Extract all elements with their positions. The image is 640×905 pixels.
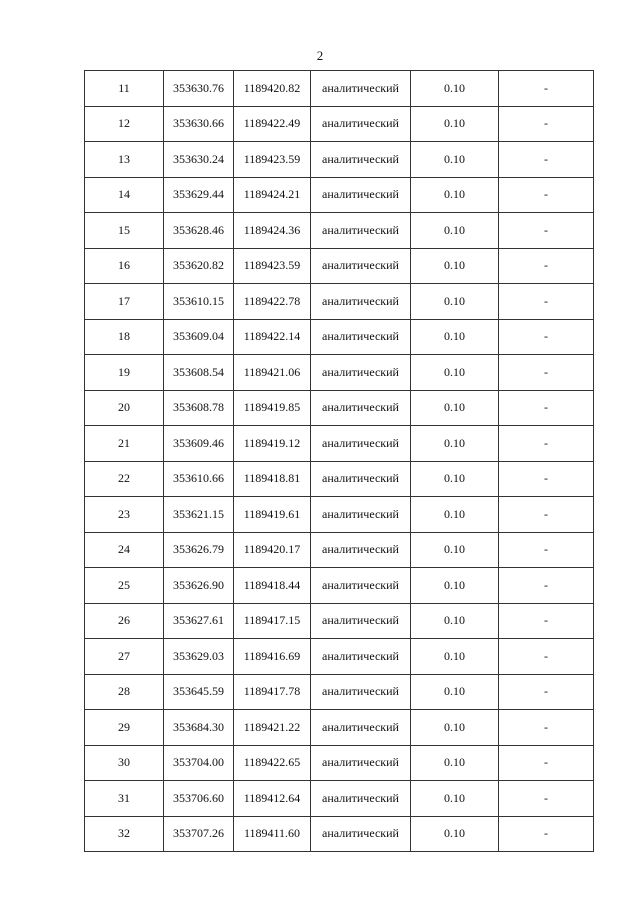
point-number-cell: 25 xyxy=(85,568,164,604)
point-number-cell: 30 xyxy=(85,745,164,781)
x-coordinate-cell: 353609.46 xyxy=(164,426,234,462)
y-coordinate-cell: 1189419.85 xyxy=(234,390,311,426)
table-row xyxy=(85,71,594,107)
point-number-cell: 20 xyxy=(85,390,164,426)
accuracy-cell: 0.10 xyxy=(411,532,499,568)
note-cell: - xyxy=(499,106,594,142)
table-row xyxy=(85,177,594,213)
x-coordinate-cell: 353704.00 xyxy=(164,745,234,781)
y-coordinate-cell: 1189422.65 xyxy=(234,745,311,781)
x-coordinate-cell: 353610.15 xyxy=(164,284,234,320)
y-coordinate-cell: 1189422.14 xyxy=(234,319,311,355)
x-coordinate-cell: 353707.26 xyxy=(164,816,234,852)
note-cell: - xyxy=(499,319,594,355)
note-cell: - xyxy=(499,816,594,852)
accuracy-cell: 0.10 xyxy=(411,284,499,320)
point-number-cell: 29 xyxy=(85,710,164,746)
table-row xyxy=(85,816,594,852)
point-number-cell: 32 xyxy=(85,816,164,852)
y-coordinate-cell: 1189418.81 xyxy=(234,461,311,497)
table-row xyxy=(85,248,594,284)
method-cell: аналитический xyxy=(311,319,411,355)
accuracy-cell: 0.10 xyxy=(411,568,499,604)
y-coordinate-cell: 1189424.36 xyxy=(234,213,311,249)
y-coordinate-cell: 1189412.64 xyxy=(234,781,311,817)
point-number-cell: 17 xyxy=(85,284,164,320)
y-coordinate-cell: 1189423.59 xyxy=(234,142,311,178)
y-coordinate-cell: 1189418.44 xyxy=(234,568,311,604)
table-row xyxy=(85,568,594,604)
point-number-cell: 19 xyxy=(85,355,164,391)
x-coordinate-cell: 353626.79 xyxy=(164,532,234,568)
method-cell: аналитический xyxy=(311,497,411,533)
accuracy-cell: 0.10 xyxy=(411,639,499,675)
x-coordinate-cell: 353706.60 xyxy=(164,781,234,817)
table-row xyxy=(85,319,594,355)
table-row xyxy=(85,639,594,675)
point-number-cell: 26 xyxy=(85,603,164,639)
note-cell: - xyxy=(499,461,594,497)
note-cell: - xyxy=(499,674,594,710)
point-number-cell: 21 xyxy=(85,426,164,462)
method-cell: аналитический xyxy=(311,639,411,675)
note-cell: - xyxy=(499,603,594,639)
y-coordinate-cell: 1189420.17 xyxy=(234,532,311,568)
x-coordinate-cell: 353609.04 xyxy=(164,319,234,355)
x-coordinate-cell: 353629.03 xyxy=(164,639,234,675)
point-number-cell: 14 xyxy=(85,177,164,213)
accuracy-cell: 0.10 xyxy=(411,177,499,213)
point-number-cell: 16 xyxy=(85,248,164,284)
coordinates-table-body xyxy=(85,71,594,852)
method-cell: аналитический xyxy=(311,213,411,249)
point-number-cell: 18 xyxy=(85,319,164,355)
x-coordinate-cell: 353610.66 xyxy=(164,461,234,497)
y-coordinate-cell: 1189420.82 xyxy=(234,71,311,107)
table-row xyxy=(85,603,594,639)
y-coordinate-cell: 1189419.61 xyxy=(234,497,311,533)
y-coordinate-cell: 1189411.60 xyxy=(234,816,311,852)
table-row xyxy=(85,532,594,568)
x-coordinate-cell: 353630.66 xyxy=(164,106,234,142)
accuracy-cell: 0.10 xyxy=(411,390,499,426)
note-cell: - xyxy=(499,248,594,284)
point-number-cell: 13 xyxy=(85,142,164,178)
point-number-cell: 24 xyxy=(85,532,164,568)
method-cell: аналитический xyxy=(311,568,411,604)
method-cell: аналитический xyxy=(311,177,411,213)
x-coordinate-cell: 353630.76 xyxy=(164,71,234,107)
table-row xyxy=(85,390,594,426)
y-coordinate-cell: 1189422.49 xyxy=(234,106,311,142)
accuracy-cell: 0.10 xyxy=(411,781,499,817)
y-coordinate-cell: 1189421.22 xyxy=(234,710,311,746)
method-cell: аналитический xyxy=(311,674,411,710)
point-number-cell: 31 xyxy=(85,781,164,817)
method-cell: аналитический xyxy=(311,390,411,426)
x-coordinate-cell: 353608.54 xyxy=(164,355,234,391)
note-cell: - xyxy=(499,426,594,462)
method-cell: аналитический xyxy=(311,710,411,746)
accuracy-cell: 0.10 xyxy=(411,142,499,178)
y-coordinate-cell: 1189424.21 xyxy=(234,177,311,213)
note-cell: - xyxy=(499,177,594,213)
note-cell: - xyxy=(499,781,594,817)
accuracy-cell: 0.10 xyxy=(411,674,499,710)
x-coordinate-cell: 353621.15 xyxy=(164,497,234,533)
table-row xyxy=(85,106,594,142)
point-number-cell: 11 xyxy=(85,71,164,107)
accuracy-cell: 0.10 xyxy=(411,71,499,107)
accuracy-cell: 0.10 xyxy=(411,106,499,142)
accuracy-cell: 0.10 xyxy=(411,745,499,781)
note-cell: - xyxy=(499,213,594,249)
x-coordinate-cell: 353626.90 xyxy=(164,568,234,604)
table-row xyxy=(85,781,594,817)
point-number-cell: 23 xyxy=(85,497,164,533)
x-coordinate-cell: 353645.59 xyxy=(164,674,234,710)
accuracy-cell: 0.10 xyxy=(411,603,499,639)
point-number-cell: 28 xyxy=(85,674,164,710)
method-cell: аналитический xyxy=(311,603,411,639)
method-cell: аналитический xyxy=(311,71,411,107)
note-cell: - xyxy=(499,745,594,781)
method-cell: аналитический xyxy=(311,355,411,391)
x-coordinate-cell: 353608.78 xyxy=(164,390,234,426)
method-cell: аналитический xyxy=(311,461,411,497)
method-cell: аналитический xyxy=(311,284,411,320)
x-coordinate-cell: 353628.46 xyxy=(164,213,234,249)
accuracy-cell: 0.10 xyxy=(411,248,499,284)
method-cell: аналитический xyxy=(311,106,411,142)
table-row xyxy=(85,213,594,249)
table-row xyxy=(85,426,594,462)
y-coordinate-cell: 1189419.12 xyxy=(234,426,311,462)
point-number-cell: 22 xyxy=(85,461,164,497)
accuracy-cell: 0.10 xyxy=(411,319,499,355)
method-cell: аналитический xyxy=(311,248,411,284)
y-coordinate-cell: 1189421.06 xyxy=(234,355,311,391)
note-cell: - xyxy=(499,497,594,533)
table-row xyxy=(85,745,594,781)
page-number: 2 xyxy=(316,48,324,63)
point-number-cell: 15 xyxy=(85,213,164,249)
note-cell: - xyxy=(499,284,594,320)
note-cell: - xyxy=(499,355,594,391)
note-cell: - xyxy=(499,142,594,178)
y-coordinate-cell: 1189417.78 xyxy=(234,674,311,710)
accuracy-cell: 0.10 xyxy=(411,816,499,852)
x-coordinate-cell: 353620.82 xyxy=(164,248,234,284)
table-row xyxy=(85,710,594,746)
coordinates-table xyxy=(84,70,594,852)
x-coordinate-cell: 353627.61 xyxy=(164,603,234,639)
method-cell: аналитический xyxy=(311,816,411,852)
note-cell: - xyxy=(499,639,594,675)
y-coordinate-cell: 1189417.15 xyxy=(234,603,311,639)
method-cell: аналитический xyxy=(311,745,411,781)
method-cell: аналитический xyxy=(311,532,411,568)
accuracy-cell: 0.10 xyxy=(411,710,499,746)
x-coordinate-cell: 353630.24 xyxy=(164,142,234,178)
table-row xyxy=(85,142,594,178)
y-coordinate-cell: 1189422.78 xyxy=(234,284,311,320)
x-coordinate-cell: 353684.30 xyxy=(164,710,234,746)
table-row xyxy=(85,674,594,710)
note-cell: - xyxy=(499,710,594,746)
y-coordinate-cell: 1189416.69 xyxy=(234,639,311,675)
accuracy-cell: 0.10 xyxy=(411,355,499,391)
note-cell: - xyxy=(499,71,594,107)
table-row xyxy=(85,284,594,320)
accuracy-cell: 0.10 xyxy=(411,213,499,249)
point-number-cell: 27 xyxy=(85,639,164,675)
note-cell: - xyxy=(499,568,594,604)
accuracy-cell: 0.10 xyxy=(411,426,499,462)
x-coordinate-cell: 353629.44 xyxy=(164,177,234,213)
method-cell: аналитический xyxy=(311,781,411,817)
accuracy-cell: 0.10 xyxy=(411,497,499,533)
table-row xyxy=(85,497,594,533)
note-cell: - xyxy=(499,390,594,426)
note-cell: - xyxy=(499,532,594,568)
method-cell: аналитический xyxy=(311,426,411,462)
y-coordinate-cell: 1189423.59 xyxy=(234,248,311,284)
point-number-cell: 12 xyxy=(85,106,164,142)
table-row xyxy=(85,355,594,391)
table-row xyxy=(85,461,594,497)
accuracy-cell: 0.10 xyxy=(411,461,499,497)
method-cell: аналитический xyxy=(311,142,411,178)
